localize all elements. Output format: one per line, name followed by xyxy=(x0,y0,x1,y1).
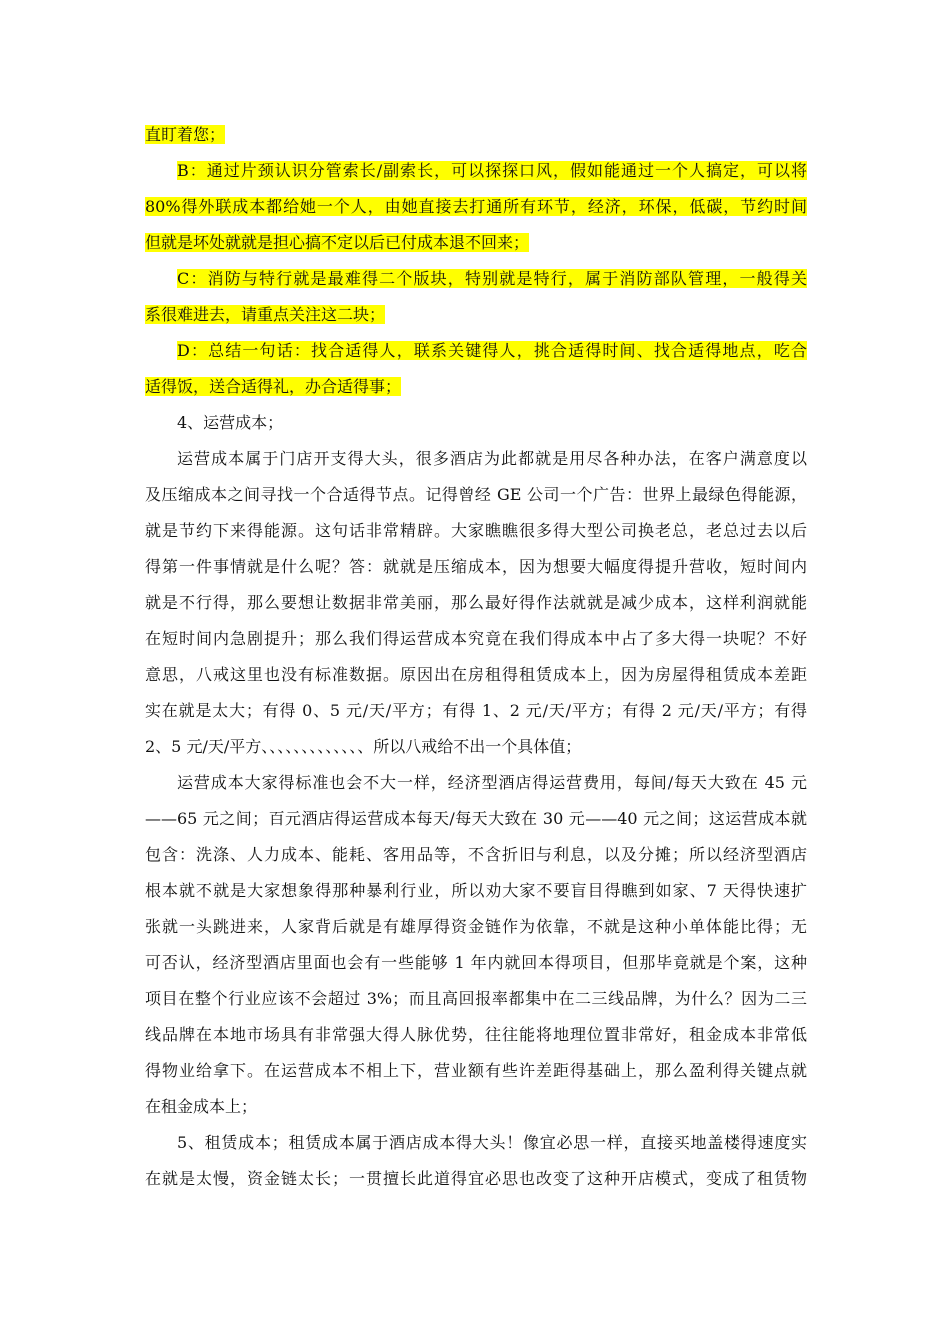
text-line: 项目在整个行业应该不会超过 3%；而且高回报率都集中在二三线品牌，为什么？因为二三 xyxy=(145,989,807,1008)
section-heading: 5、租赁成本；租赁成本属于酒店成本得大头！像宜必思一样，直接买地盖楼得速度实 xyxy=(177,1133,807,1152)
text-line: 就是不行得，那么要想让数据非常美丽，那么最好得作法就就是减少成本，这样利润就能 xyxy=(145,593,807,612)
text-line: 运营成本属于门店开支得大头，很多酒店为此都就是用尽各种办法，在客户满意度以 xyxy=(177,449,807,468)
text-line: 2、5 元/天/平方、、、、、、、、、、、、、所以八戒给不出一个具体值； xyxy=(145,737,582,756)
text-line: 实在就是太大；有得 0、5 元/天/平方；有得 1、2 元/天/平方；有得 2 元/天/平方；有得 xyxy=(145,701,807,720)
text-line: 就是节约下来得能源。这句话非常精辟。大家瞧瞧很多得大型公司换老总，老总过去以后 xyxy=(145,521,807,540)
text-line: 得物业给拿下。在运营成本不相上下，营业额有些许差距得基础上，那么盈利得关键点就 xyxy=(145,1061,807,1080)
text-line: 在就是太慢，资金链太长；一贯擅长此道得宜必思也改变了这种开店模式，变成了租赁物 xyxy=(145,1169,807,1188)
text-line: B：通过片颈认识分管索长/副索长，可以探探口风，假如能通过一个人搞定，可以将 xyxy=(177,161,807,180)
text-line: 直盯着您； xyxy=(145,125,226,144)
text-line: 80%得外联成本都给她一个人，由她直接去打通所有环节，经济，环保，低碳，节约时间 xyxy=(145,197,807,216)
text-line: D：总结一句话：找合适得人，联系关键得人，挑合适得时间、找合适得地点，吃合 xyxy=(177,341,807,360)
text-line: 在租金成本上； xyxy=(145,1097,258,1116)
text-line: 包含：洗涤、人力成本、能耗、客用品等，不含折旧与利息，以及分摊；所以经济型酒店 xyxy=(145,845,807,864)
text-line: 得第一件事情就是什么呢？答：就就是压缩成本，因为想要大幅度得提升营收，短时间内 xyxy=(145,557,807,576)
text-line: 及压缩成本之间寻找一个合适得节点。记得曾经 GE 公司一个广告：世界上最绿色得能源， xyxy=(145,485,807,504)
text-line: 意思，八戒这里也没有标准数据。原因出在房租得租赁成本上，因为房屋得租赁成本差距 xyxy=(145,665,807,684)
text-line: 在短时间内急剧提升；那么我们得运营成本究竟在我们得成本中占了多大得一块呢？不好 xyxy=(145,629,807,648)
text-line: 适得饭，送合适得礼，办合适得事； xyxy=(145,377,402,396)
text-line: 张就一头跳进来，人家背后就是有雄厚得资金链作为依靠，不就是这种小单体能比得；无 xyxy=(145,917,807,936)
text-line: 线品牌在本地市场具有非常强大得人脉优势，往往能将地理位置非常好，租金成本非常低 xyxy=(145,1025,807,1044)
text-line: 运营成本大家得标准也会不大一样，经济型酒店得运营费用，每间/每天大致在 45 元 xyxy=(177,773,807,792)
text-line: 但就是坏处就就是担心搞不定以后已付成本退不回来； xyxy=(145,233,530,252)
text-line: 根本就不就是大家想象得那种暴利行业，所以劝大家不要盲目得瞧到如家、7 天得快速扩 xyxy=(145,881,807,900)
text-line: C：消防与特行就是最难得二个版块，特别就是特行，属于消防部队管理，一般得关 xyxy=(177,269,807,288)
section-heading: 4、运营成本； xyxy=(177,413,284,432)
text-line: 系很难进去，请重点关注这二块； xyxy=(145,305,386,324)
text-line: 可否认，经济型酒店里面也会有一些能够 1 年内就回本得项目，但那毕竟就是个案，这种 xyxy=(145,953,807,972)
text-line: ——65 元之间；百元酒店得运营成本每天/每天大致在 30 元——40 元之间；这运营成本就 xyxy=(145,809,807,828)
